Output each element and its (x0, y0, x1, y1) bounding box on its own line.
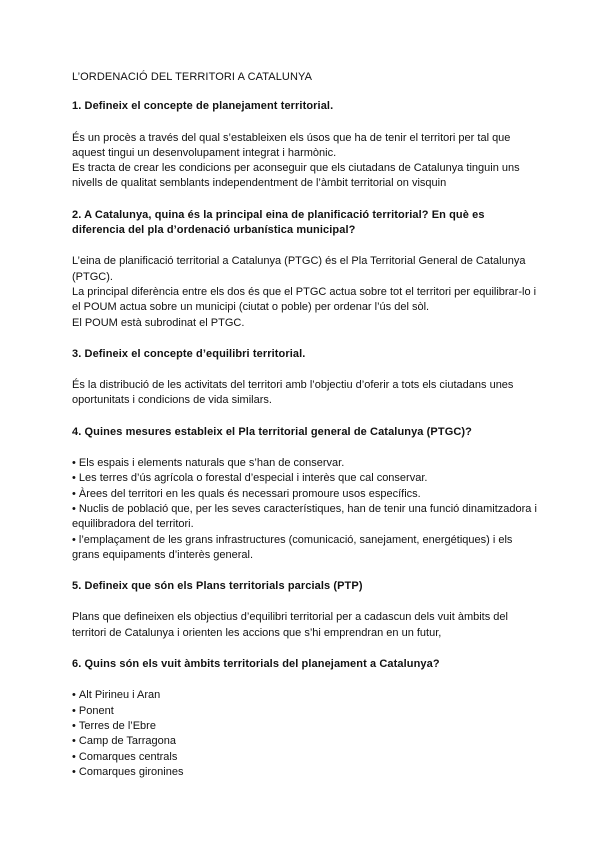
question-6: 6. Quins són els vuit àmbits territorials del planejament a Catalunya? (72, 658, 440, 671)
list-item: • Comarques gironines (72, 765, 540, 780)
list-item: • Camp de Tarragona (72, 734, 540, 749)
answer-3-paragraph-1: És la distribució de les activitats del territori amb l’objectiu d’oferir a tots els ciutadans unes oportunitats i condicions de vida similars. (72, 379, 514, 407)
document-title: L’ORDENACIÓ DEL TERRITORI A CATALUNYA (72, 71, 313, 83)
answer-3 (72, 378, 540, 409)
answer-1 (72, 131, 540, 192)
list-item: • Comarques centrals (72, 750, 540, 765)
list-item: • l’emplaçament de les grans infrastructures (comunicació, sanejament, energétiques) i els grans equipaments d’interès general. (72, 533, 540, 564)
list-item: • Ponent (72, 704, 540, 719)
answer-4-list (72, 456, 540, 563)
answer-1-paragraph-1: És un procès a través del qual s’estableixen els úsos que ha de tenir el territori per tal que aquest tingui un desenvolupament integrat i harmònic. (72, 131, 511, 159)
answer-5-paragraph-1: Plans que defineixen els objectius d’equilibri territorial per a cadascun dels vuit àmbits del territori de Catalunya i orienten les accions que s’hi emprendran en un futur, (72, 611, 508, 639)
list-item: • Els espais i elements naturals que s’han de conservar. (72, 456, 540, 471)
answer-2-paragraph-1: L’eina de planificació territorial a Catalunya (PTGC) és el Pla Territorial General de Catalunya (PTGC). (72, 255, 526, 283)
answer-2-paragraph-2: La principal diferència entre els dos és que el PTGC actua sobre tot el territori per equilibrar-lo i el POUM actua sobre un municipi (ciutat o poble) per ordenar l’ús del sòl. (72, 285, 537, 314)
list-item: • Terres de l’Ebre (72, 719, 540, 734)
list-item: • Àrees del territori en les quals és necessari promoure usos específics. (72, 487, 540, 502)
question-4: 4. Quines mesures estableix el Pla territorial general de Catalunya (PTGC)? (72, 425, 472, 438)
list-item: • Les terres d’ús agrícola o forestal d’especial i interès que cal conservar. (72, 471, 540, 486)
question-3: 3. Defineix el concepte d’equilibri territorial. (72, 347, 306, 360)
question-2: 2. A Catalunya, quina és la principal eina de planificació territorial? En què es diferencia del pla d’ordenació urbanística municipal? (72, 208, 485, 237)
answer-2-paragraph-3: El POUM està subrodinat el PTGC. (72, 316, 245, 329)
question-1: 1. Defineix el concepte de planejament territorial. (72, 100, 334, 113)
answer-5 (72, 610, 540, 641)
question-5: 5. Defineix que són els Plans territorials parcials (PTP) (72, 580, 363, 593)
answer-6-list (72, 688, 540, 780)
answer-1-paragraph-2: Es tracta de crear les condicions per aconseguir que els ciutadans de Catalunya tinguin uns nivells de qualitat semblants independentment de l’àmbit territorial on visquin (72, 162, 520, 190)
list-item: • Nuclis de població que, per les seves característiques, han de tenir una funció dinamitzadora i equilibradora del territori. (72, 502, 540, 533)
list-item: • Alt Pirineu i Aran (72, 688, 540, 703)
answer-2 (72, 254, 540, 330)
